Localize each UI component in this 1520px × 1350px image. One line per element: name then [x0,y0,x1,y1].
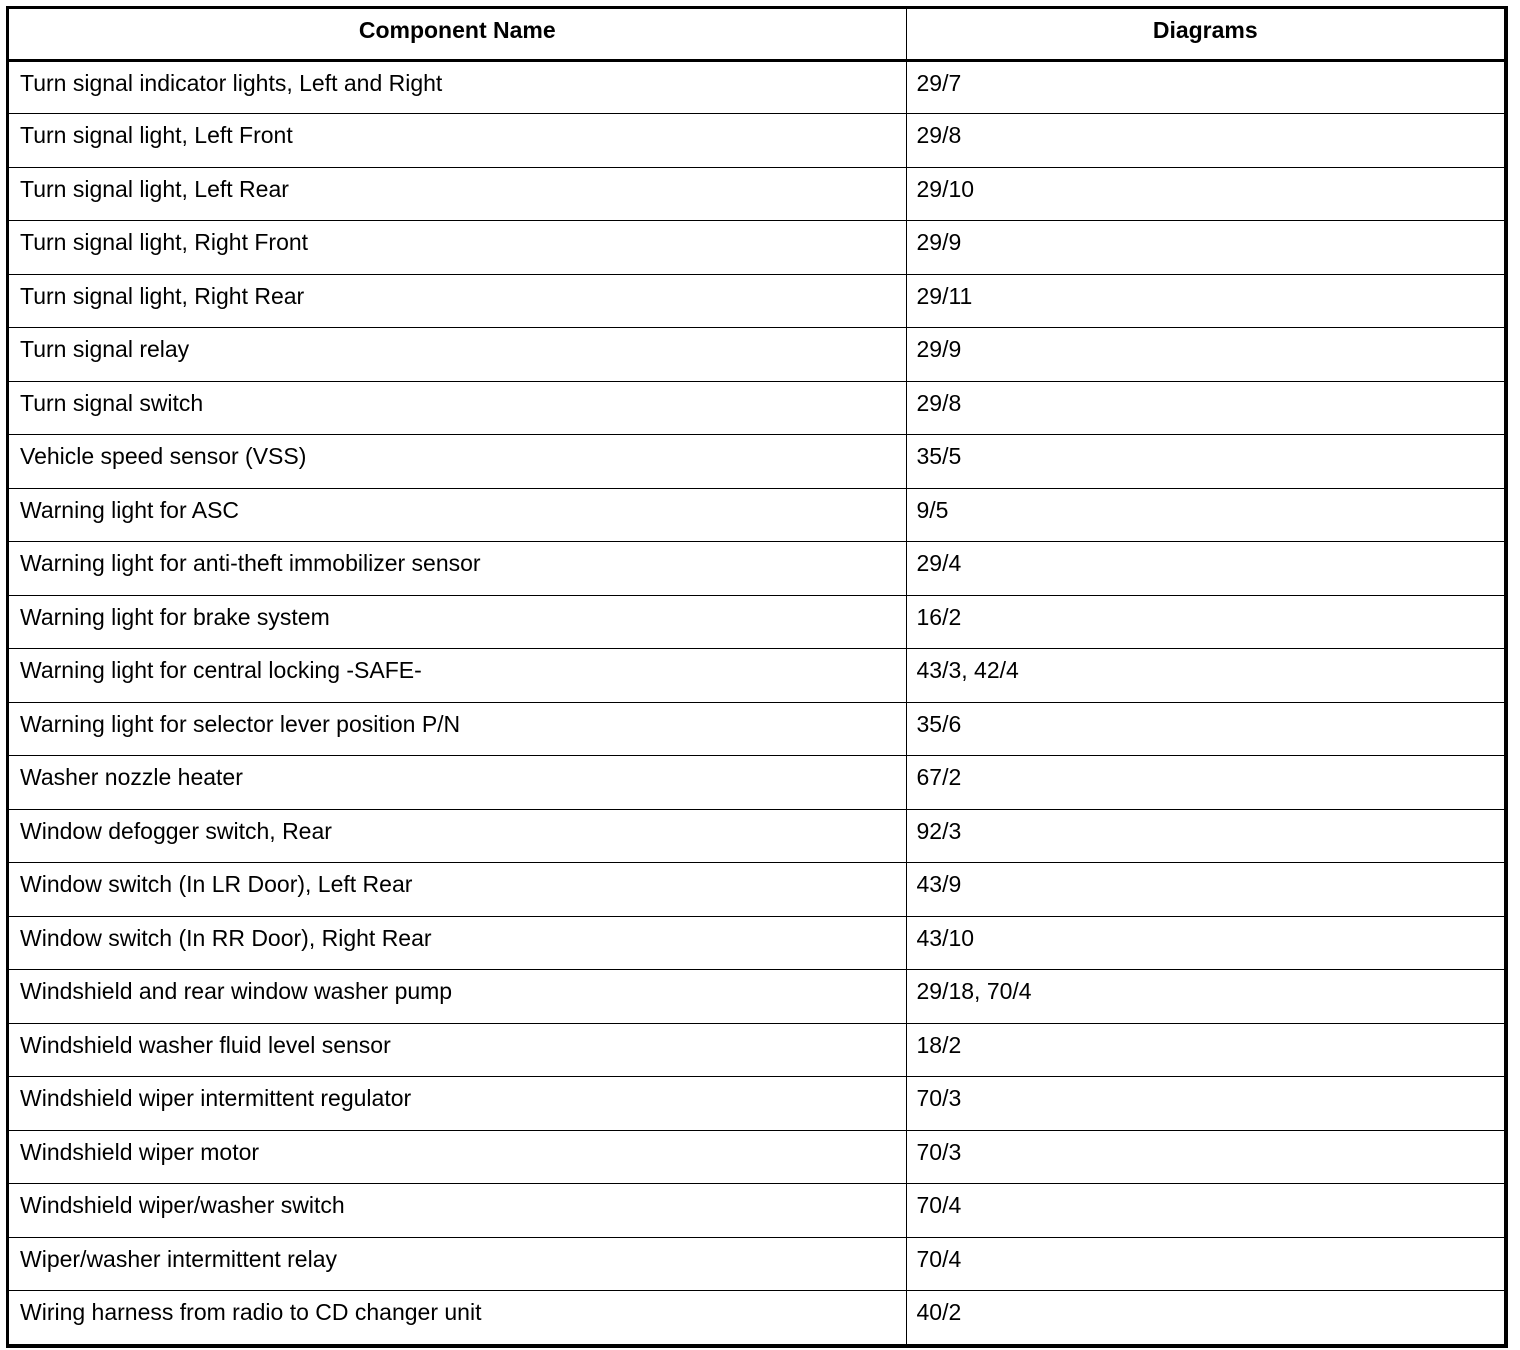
component-name-cell: Windshield and rear window washer pump [9,970,906,1024]
diagram-reference-cell: 18/2 [906,1023,1504,1077]
diagram-reference-cell: 29/8 [906,381,1504,435]
table-row [9,1130,1504,1184]
table-row [9,1237,1504,1291]
diagram-reference-cell: 70/3 [906,1130,1504,1184]
diagram-reference-cell: 29/18, 70/4 [906,970,1504,1024]
table-row [9,221,1504,275]
diagram-reference-cell: 29/7 [906,60,1504,114]
diagram-reference-cell: 70/4 [906,1184,1504,1238]
table-body [9,60,1504,1344]
diagram-reference-cell: 40/2 [906,1291,1504,1345]
header-row [9,9,1504,60]
table-row [9,649,1504,703]
column-header-diagrams: Diagrams [906,9,1504,60]
column-header-component-name: Component Name [9,9,906,60]
diagram-reference-cell: 29/8 [906,114,1504,168]
table-row [9,1291,1504,1345]
diagram-reference-cell: 35/5 [906,435,1504,489]
diagram-reference-cell: 29/10 [906,167,1504,221]
table-row [9,863,1504,917]
table-row [9,488,1504,542]
component-name-cell: Warning light for central locking -SAFE- [9,649,906,703]
diagram-reference-cell: 29/9 [906,221,1504,275]
diagram-reference-cell: 43/9 [906,863,1504,917]
diagram-reference-cell: 29/9 [906,328,1504,382]
diagram-reference-cell: 29/11 [906,274,1504,328]
component-name-cell: Windshield washer fluid level sensor [9,1023,906,1077]
component-name-cell: Vehicle speed sensor (VSS) [9,435,906,489]
table-row [9,595,1504,649]
table-row [9,435,1504,489]
component-name-cell: Turn signal light, Left Front [9,114,906,168]
diagram-reference-cell: 9/5 [906,488,1504,542]
component-name-cell: Windshield wiper intermittent regulator [9,1077,906,1131]
table-row [9,114,1504,168]
diagram-reference-cell: 16/2 [906,595,1504,649]
table-row [9,970,1504,1024]
component-name-cell: Windshield wiper motor [9,1130,906,1184]
table-row [9,274,1504,328]
component-name-cell: Wiring harness from radio to CD changer unit [9,1291,906,1345]
component-table-frame [6,6,1508,1348]
component-name-cell: Warning light for brake system [9,595,906,649]
component-name-cell: Window switch (In RR Door), Right Rear [9,916,906,970]
component-name-cell: Washer nozzle heater [9,756,906,810]
table-row [9,381,1504,435]
component-name-cell: Window defogger switch, Rear [9,809,906,863]
component-name-cell: Turn signal light, Right Rear [9,274,906,328]
component-name-cell: Turn signal light, Right Front [9,221,906,275]
diagram-reference-cell: 70/3 [906,1077,1504,1131]
table-row [9,916,1504,970]
diagram-reference-cell: 35/6 [906,702,1504,756]
table-row [9,1184,1504,1238]
table-row [9,167,1504,221]
diagram-reference-cell: 67/2 [906,756,1504,810]
table-row [9,702,1504,756]
diagram-reference-cell: 29/4 [906,542,1504,596]
table-row [9,1077,1504,1131]
component-name-cell: Windshield wiper/washer switch [9,1184,906,1238]
component-name-cell: Warning light for ASC [9,488,906,542]
component-name-cell: Warning light for anti-theft immobilizer sensor [9,542,906,596]
component-name-cell: Warning light for selector lever position P/N [9,702,906,756]
table-row [9,328,1504,382]
component-name-cell: Turn signal indicator lights, Left and Right [9,60,906,114]
diagram-reference-cell: 43/10 [906,916,1504,970]
table-row [9,542,1504,596]
table-row [9,1023,1504,1077]
diagram-reference-cell: 70/4 [906,1237,1504,1291]
component-name-cell: Wiper/washer intermittent relay [9,1237,906,1291]
component-name-cell: Turn signal relay [9,328,906,382]
table-row [9,756,1504,810]
component-name-cell: Window switch (In LR Door), Left Rear [9,863,906,917]
component-name-cell: Turn signal light, Left Rear [9,167,906,221]
diagram-reference-cell: 92/3 [906,809,1504,863]
component-name-cell: Turn signal switch [9,381,906,435]
table-row [9,809,1504,863]
diagram-reference-cell: 43/3, 42/4 [906,649,1504,703]
table-header [9,9,1504,60]
table-row [9,60,1504,114]
component-diagram-table [9,9,1504,1344]
